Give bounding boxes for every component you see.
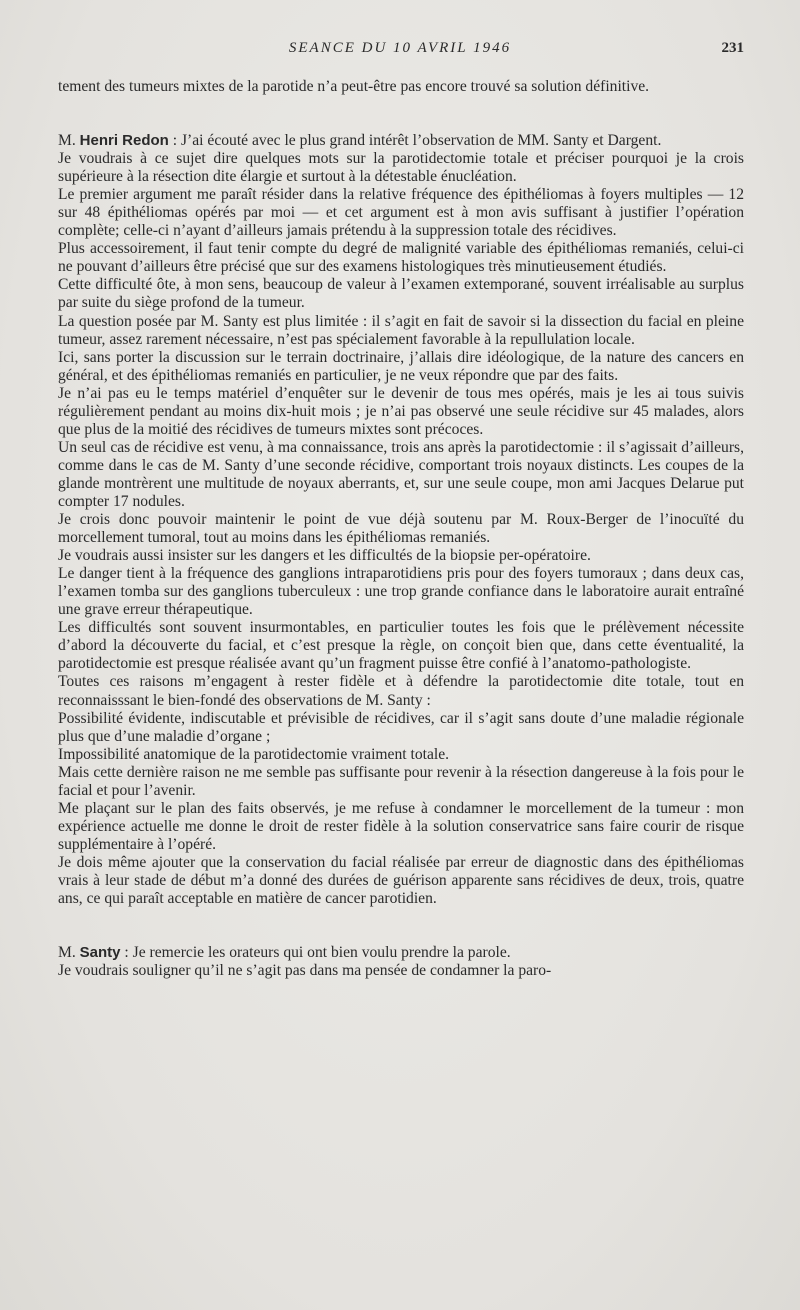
paragraph-text: : Je remercie les orateurs qui ont bien voulu prendre la parole. — [120, 944, 511, 962]
paragraph: Je voudrais souligner qu’il ne s’agit pas dans ma pensée de condamner la paro- — [58, 962, 552, 980]
paragraph: Me plaçant sur le plan des faits observés, je me refuse à condamner le morcellement de la tumeur : mon expérience actuelle me donne le droit de rester fidèle à la solution conservatrice sans faire courir de risque supplémentaire à l’opéré. — [58, 799, 744, 853]
paragraph: Un seul cas de récidive est venu, à ma connaissance, trois ans après la parotidectomie : il s’agissait d’ailleurs, comme dans le cas de M. Santy d’une seconde récidive, comportant trois noyaux distincts. Les coupes de la glande montrèrent une multitude de noyaux aberrants, et, sur une seule coupe, mon ami Jacques Delarue put compter 17 nodules. — [58, 438, 744, 510]
speaker-name: Santy — [79, 944, 121, 962]
paragraph: Les difficultés sont souvent insurmontables, en particulier toutes les fois que le prélèvement nécessite d’abord la découverte du facial, et c’est presque la règle, on conçoit bien que, dans cette éventualité, la parotidectomie est presque réalisée avant qu’un fragment puisse être confié à l’anatomo-pathologiste. — [58, 619, 744, 673]
speaker-prefix: M. — [58, 944, 80, 962]
paragraph: Je voudrais aussi insister sur les dangers et les difficultés de la biopsie per-opératoire. — [58, 547, 591, 565]
paragraph: Je n’ai pas eu le temps matériel d’enquêter sur le devenir de tous mes opérés, mais je les ai tous suivis régulièrement pendant au moins dix-huit mois ; je n’ai pas observé une seule récidive sur 45 malades, alors que plus de la moitié des récidives de tumeurs mixtes sont précoces. — [58, 384, 744, 438]
spacer — [58, 908, 744, 944]
paragraph: Le danger tient à la fréquence des ganglions intraparotidiens pris pour des foyers tumoraux ; dans deux cas, l’examen tomba sur des ganglions tuberculeux : une trop grande confiance dans le laboratoire aurait entraîné une grave erreur thérapeutique. — [58, 565, 744, 619]
body-text — [58, 78, 744, 980]
paragraph: Je voudrais à ce sujet dire quelques mots sur la parotidectomie totale et préciser pourquoi je la crois supérieure à la résection dite élargie et surtout à la détestable énucléation. — [58, 150, 744, 186]
page-number: 231 — [721, 40, 744, 56]
paragraph: Toutes ces raisons m’engagent à rester fidèle et à défendre la parotidectomie dite totale, tout en reconnaisssant le bien-fondé des observations de M. Santy : — [58, 673, 744, 709]
paragraph: Cette difficulté ôte, à mon sens, beaucoup de valeur à l’examen extemporané, souvent irréalisable au surplus par suite du siège profond de la tumeur. — [58, 276, 744, 312]
paragraph-text: : J’ai écouté avec le plus grand intérêt l’observation de MM. Santy et Dargent. — [168, 132, 662, 150]
paragraph: Mais cette dernière raison ne me semble pas suffisante pour revenir à la résection dangereuse à la fois pour le facial et pour l’avenir. — [58, 763, 744, 799]
running-title: SEANCE DU 10 AVRIL 1946 — [288, 40, 512, 56]
paragraph: tement des tumeurs mixtes de la parotide n’a peut-être pas encore trouvé sa solution définitive. — [58, 78, 650, 95]
speaker-prefix: M. — [58, 132, 80, 150]
paragraph: Ici, sans porter la discussion sur le terrain doctrinaire, j’allais dire idéologique, de la nature des cancers en général, et des épithéliomas remaniés en particulier, je ne veux répondre que par des faits. — [58, 348, 744, 384]
paragraph: Je crois donc pouvoir maintenir le point de vue déjà soutenu par M. Roux-Berger de l’inocuïté du morcellement tumoral, tout au moins dans les épithéliomas remaniés. — [58, 511, 744, 547]
paragraph: La question posée par M. Santy est plus limitée : il s’agit en fait de savoir si la dissection du facial en pleine tumeur, assez rarement nécessaire, n’est pas spécialement favorable à la repullulation locale. — [58, 312, 744, 348]
speaker-paragraph — [58, 944, 744, 962]
paragraph: Possibilité évidente, indiscutable et prévisible de récidives, car il s’agit sans doute d’une maladie régionale plus que d’une maladie d’organe ; — [58, 709, 744, 745]
paragraph: Je dois même ajouter que la conservation du facial réalisée par erreur de diagnostic dans des épithéliomas vrais à leur stade de début m’a donné des durées de guérison apparente sans récidives de deux, trois, quatre ans, ce qui paraît acceptable en matière de cancer parotidien. — [58, 853, 744, 908]
speaker-paragraph — [58, 132, 744, 150]
page-header — [0, 40, 800, 64]
speaker-name: Henri Redon — [79, 132, 169, 150]
spacer — [58, 96, 744, 132]
paragraph: Impossibilité anatomique de la parotidectomie vraiment totale. — [58, 745, 450, 763]
paragraph: Plus accessoirement, il faut tenir compte du degré de malignité variable des épithéliomas remaniés, celui-ci ne pouvant d’ailleurs être précisé que sur des examens histologiques très minutieusement étudiés. — [58, 240, 744, 276]
paragraph: Le premier argument me paraît résider dans la relative fréquence des épithéliomas à foyers multiples — 12 sur 48 épithéliomas opérés par moi — et cet argument est à mon avis suffisant à justifier l’opération complète; celle-ci n’ayant d’ailleurs jamais prétendu à la suppression totale des récidives. — [58, 186, 744, 240]
